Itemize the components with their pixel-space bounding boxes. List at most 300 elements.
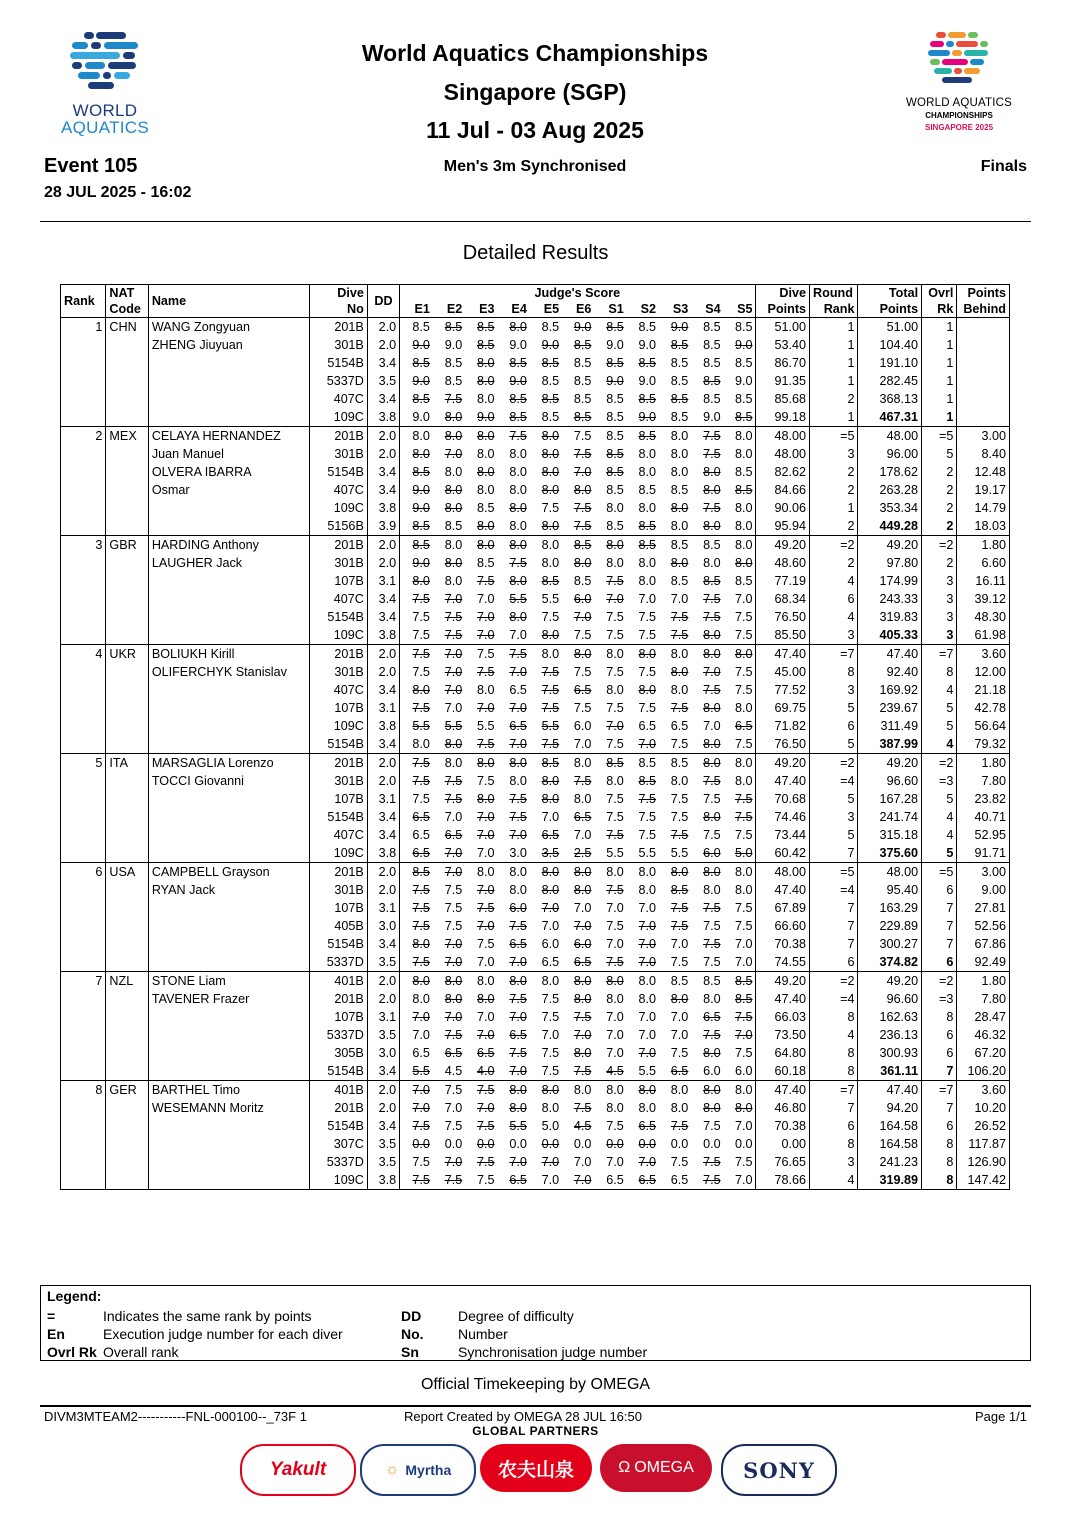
dive-points-cell: 69.75 [755, 699, 810, 717]
judge-score-cell [497, 408, 529, 427]
points-behind-cell: 3.00 [957, 427, 1010, 446]
nat-code-cell [106, 826, 148, 844]
score: 8.0 [573, 1083, 592, 1097]
rank-cell [61, 735, 106, 754]
dive-points-cell: 47.40 [755, 1081, 810, 1100]
dive-points-cell: 49.20 [755, 536, 810, 555]
discarded-score: 7.5 [670, 828, 689, 842]
discarded-score: 8.5 [638, 429, 657, 443]
overall-rank-cell: 2 [922, 481, 957, 499]
score: 8.5 [670, 374, 689, 388]
discarded-score: 7.5 [412, 592, 430, 606]
discarded-score: 8.0 [703, 628, 721, 642]
judge-score-cell [432, 372, 464, 390]
judge-score-cell [529, 645, 561, 664]
round-rank-cell: 2 [810, 390, 858, 408]
points-behind-cell: 106.20 [957, 1062, 1010, 1081]
discarded-score: 5.5 [412, 1064, 430, 1078]
score: 7.0 [638, 901, 657, 915]
score: 8.0 [509, 519, 527, 533]
judge-score-cell [464, 1153, 496, 1171]
table-row [61, 1062, 1010, 1081]
points-behind-cell: 52.95 [957, 826, 1010, 844]
discarded-score: 7.5 [573, 1064, 592, 1078]
judge-score-cell [432, 645, 464, 664]
judge-score-cell [497, 481, 529, 499]
score: 8.0 [541, 974, 560, 988]
waves-logo-icon [44, 30, 166, 100]
discarded-score: 7.0 [509, 1010, 527, 1024]
score: 7.0 [735, 1119, 753, 1133]
round-rank-cell: 2 [810, 463, 858, 481]
discarded-score: 8.5 [412, 519, 430, 533]
nat-code-cell [106, 899, 148, 917]
judge-score-cell [497, 844, 529, 863]
judge-score-cell [690, 699, 722, 717]
score: 7.5 [703, 955, 721, 969]
score: 8.0 [638, 574, 657, 588]
total-points-cell: 315.18 [858, 826, 922, 844]
points-behind-cell: 1.80 [957, 754, 1010, 773]
score: 7.5 [606, 628, 624, 642]
discarded-score: 7.5 [412, 647, 430, 661]
discarded-score: 9.0 [412, 483, 430, 497]
score: 8.0 [638, 974, 657, 988]
rank-cell [61, 372, 106, 390]
score: 7.0 [638, 1028, 657, 1042]
discarded-score: 9.0 [606, 374, 624, 388]
judge-score-cell [690, 372, 722, 390]
athlete-name-cell [148, 572, 310, 590]
dd-cell: 3.4 [367, 1117, 399, 1135]
dive-no-cell: 301B [310, 554, 368, 572]
judge-score-cell [561, 590, 593, 608]
judge-score-cell [690, 899, 722, 917]
score: 7.0 [735, 937, 753, 951]
dive-points-cell: 70.68 [755, 790, 810, 808]
judge-score-cell [464, 990, 496, 1008]
discarded-score: 7.0 [573, 465, 592, 479]
discarded-score: 8.5 [573, 338, 592, 352]
judge-score-cell [593, 372, 625, 390]
discarded-score: 7.0 [477, 828, 495, 842]
judge-score-cell [690, 408, 722, 427]
round-rank-cell: 8 [810, 1044, 858, 1062]
judge-score-cell [723, 953, 755, 972]
discarded-score: 7.5 [477, 1119, 495, 1133]
dive-points-cell: 60.18 [755, 1062, 810, 1081]
judge-score-cell [561, 318, 593, 337]
discarded-score: 6.5 [735, 719, 753, 733]
dd-cell: 3.4 [367, 481, 399, 499]
judge-score-cell [593, 917, 625, 935]
table-row [61, 408, 1010, 427]
discarded-score: 9.0 [541, 338, 560, 352]
dd-cell: 2.0 [367, 536, 399, 555]
discarded-score: 7.0 [509, 1155, 527, 1169]
rank-cell [61, 681, 106, 699]
discarded-score: 8.0 [606, 974, 624, 988]
judge-score-cell [561, 517, 593, 536]
score: 8.0 [444, 756, 463, 770]
judge-score-cell [626, 808, 658, 826]
sponsor-yakult-logo [240, 1444, 356, 1496]
overall-rank-cell: 3 [922, 626, 957, 645]
score: 4.5 [444, 1064, 463, 1078]
judge-score-cell [626, 1081, 658, 1100]
judge-score-cell [400, 881, 432, 899]
discarded-score: 7.0 [444, 683, 463, 697]
judge-score-cell [626, 354, 658, 372]
score: 8.0 [638, 865, 657, 879]
table-row [61, 663, 1010, 681]
athlete-name-cell [148, 681, 310, 699]
points-behind-cell: 14.79 [957, 499, 1010, 517]
score: 8.0 [606, 501, 624, 515]
table-row [61, 735, 1010, 754]
total-points-cell: 229.89 [858, 917, 922, 935]
judge-score-cell [464, 1008, 496, 1026]
judge-score-cell [529, 1081, 561, 1100]
score: 7.5 [606, 737, 624, 751]
judge-score-cell [529, 445, 561, 463]
discarded-score: 6.5 [444, 828, 463, 842]
judge-score-cell [593, 427, 625, 446]
discarded-score: 0.0 [638, 1137, 657, 1151]
judge-score-cell [561, 1081, 593, 1100]
dive-points-cell: 74.46 [755, 808, 810, 826]
judge-score-cell [529, 754, 561, 773]
judge-score-cell [497, 1153, 529, 1171]
score: 7.0 [638, 1010, 657, 1024]
judge-score-cell [529, 318, 561, 337]
discarded-score: 8.0 [477, 538, 495, 552]
score: 8.5 [606, 429, 624, 443]
judge-score-cell [723, 1099, 755, 1117]
score: 6.5 [509, 683, 527, 697]
nat-code-cell [106, 1008, 148, 1026]
discarded-score: 9.0 [412, 338, 430, 352]
judge-score-cell [464, 390, 496, 408]
score: 5.5 [638, 1064, 657, 1078]
judge-score-cell [626, 935, 658, 953]
dd-cell: 3.5 [367, 1026, 399, 1044]
score: 8.0 [670, 519, 689, 533]
score: 9.0 [444, 338, 463, 352]
dive-points-cell: 45.00 [755, 663, 810, 681]
rank-cell: 4 [61, 645, 106, 664]
judge-score-cell [497, 517, 529, 536]
nat-code-cell: USA [106, 863, 148, 882]
judge-score-cell [497, 1008, 529, 1026]
judge-score-cell [723, 1081, 755, 1100]
discarded-score: 4.5 [606, 1064, 624, 1078]
judge-score-cell [658, 1062, 690, 1081]
points-behind-cell: 16.11 [957, 572, 1010, 590]
judge-score-cell [723, 318, 755, 337]
judge-score-cell [497, 790, 529, 808]
dive-no-cell: 5337D [310, 953, 368, 972]
judge-score-cell [658, 318, 690, 337]
score: 7.0 [444, 701, 463, 715]
discarded-score: 8.0 [477, 374, 495, 388]
judge-score-cell [658, 1153, 690, 1171]
nat-code-cell: GBR [106, 536, 148, 555]
table-row [61, 390, 1010, 408]
judge-score-cell [464, 427, 496, 446]
judge-score-cell [432, 481, 464, 499]
discarded-score: 7.5 [735, 810, 753, 824]
round-rank-cell: 1 [810, 408, 858, 427]
discarded-score: 8.0 [444, 992, 463, 1006]
judge-score-cell [723, 1135, 755, 1153]
discarded-score: 8.0 [735, 556, 753, 570]
discarded-score: 9.0 [573, 320, 592, 334]
dive-points-cell: 76.50 [755, 735, 810, 754]
score: 8.0 [412, 429, 430, 443]
dive-no-cell: 401B [310, 1081, 368, 1100]
judge-score-cell [626, 1062, 658, 1081]
discarded-score: 7.0 [412, 1083, 430, 1097]
report-created: Report Created by OMEGA 28 JUL 16:50 [404, 1409, 642, 1424]
points-behind-cell: 18.03 [957, 517, 1010, 536]
discarded-score: 7.5 [541, 665, 560, 679]
score: 8.5 [444, 374, 463, 388]
judge-score-cell [593, 517, 625, 536]
judge-score-cell [400, 1044, 432, 1062]
score: 8.0 [477, 392, 495, 406]
judge-score-cell [432, 808, 464, 826]
discarded-score: 6.5 [509, 719, 527, 733]
discarded-score: 5.5 [444, 719, 463, 733]
judge-score-cell [561, 699, 593, 717]
judge-score-cell [658, 1081, 690, 1100]
judge-score-cell [561, 336, 593, 354]
judge-score-cell [400, 935, 432, 953]
dd-cell: 3.4 [367, 608, 399, 626]
judge-score-cell [432, 681, 464, 699]
discarded-score: 7.0 [412, 1010, 430, 1024]
judge-score-cell [497, 1062, 529, 1081]
judge-score-cell [561, 1117, 593, 1135]
score: 8.5 [606, 483, 624, 497]
judge-score-cell [497, 1099, 529, 1117]
score: 7.0 [735, 1173, 753, 1187]
judge-score-cell [497, 1171, 529, 1190]
judge-score-cell [626, 953, 658, 972]
dive-no-cell: 301B [310, 663, 368, 681]
points-behind-cell: 39.12 [957, 590, 1010, 608]
discarded-score: 8.5 [509, 410, 527, 424]
document-title: Detailed Results [462, 242, 609, 264]
judge-score-cell [400, 554, 432, 572]
judge-score-cell [593, 318, 625, 337]
judge-score-cell [626, 626, 658, 645]
overall-rank-cell: 2 [922, 499, 957, 517]
judge-score-cell [464, 1081, 496, 1100]
judge-score-cell [626, 572, 658, 590]
points-behind-cell: 27.81 [957, 899, 1010, 917]
discarded-score: 7.5 [573, 774, 592, 788]
discarded-score: 5.5 [412, 719, 430, 733]
discarded-score: 8.0 [703, 1101, 721, 1115]
discarded-score: 7.5 [541, 683, 560, 697]
points-behind-cell: 46.32 [957, 1026, 1010, 1044]
score: 7.5 [541, 1010, 560, 1024]
judge-score-cell [497, 1044, 529, 1062]
nat-code-cell [106, 626, 148, 645]
judge-score-cell [432, 935, 464, 953]
dd-cell: 2.0 [367, 863, 399, 882]
discarded-score: 7.0 [638, 1046, 657, 1060]
discarded-score: 7.5 [703, 1028, 721, 1042]
table-row [61, 572, 1010, 590]
round-rank-cell: 1 [810, 336, 858, 354]
judge-score-cell [464, 1026, 496, 1044]
discarded-score: 8.5 [670, 883, 689, 897]
judge-score-cell [626, 1117, 658, 1135]
total-points-cell: 368.13 [858, 390, 922, 408]
discarded-score: 0.0 [541, 1137, 560, 1151]
judge-score-cell [464, 1117, 496, 1135]
rank-cell [61, 1044, 106, 1062]
judge-score-cell [561, 572, 593, 590]
round-rank-cell: 4 [810, 1171, 858, 1190]
dd-cell: 3.8 [367, 408, 399, 427]
table-row [61, 481, 1010, 499]
discarded-score: 7.5 [444, 792, 463, 806]
judge-score-cell [400, 735, 432, 754]
round-rank-cell: 7 [810, 935, 858, 953]
judge-score-cell [432, 699, 464, 717]
table-row [61, 499, 1010, 517]
overall-rank-cell: 4 [922, 681, 957, 699]
discarded-score: 7.5 [703, 447, 721, 461]
nat-code-cell [106, 663, 148, 681]
championships-logo [886, 30, 1032, 140]
nat-code-cell [106, 735, 148, 754]
table-row [61, 863, 1010, 882]
discarded-score: 8.0 [638, 683, 657, 697]
points-behind-cell: 26.52 [957, 1117, 1010, 1135]
round-rank-cell: 2 [810, 554, 858, 572]
discarded-score: 8.0 [412, 937, 430, 951]
judge-score-cell [464, 536, 496, 555]
judge-score-cell [593, 590, 625, 608]
judge-score-cell [561, 408, 593, 427]
judge-score-cell [593, 1171, 625, 1190]
legend-key: = [47, 1308, 56, 1324]
score: 6.5 [606, 1173, 624, 1187]
dive-points-cell: 60.42 [755, 844, 810, 863]
total-points-cell: 49.20 [858, 754, 922, 773]
judge-score-cell [626, 754, 658, 773]
discarded-score: 7.0 [606, 592, 624, 606]
discarded-score: 8.0 [703, 465, 721, 479]
rank-cell [61, 899, 106, 917]
discarded-score: 8.5 [444, 320, 463, 334]
score: 8.5 [703, 356, 721, 370]
judge-score-cell [626, 427, 658, 446]
athlete-name-cell [148, 517, 310, 536]
score: 8.0 [735, 538, 753, 552]
table-row [61, 645, 1010, 664]
score: 7.5 [735, 1155, 753, 1169]
score: 7.5 [670, 955, 689, 969]
judge-score-cell [593, 1062, 625, 1081]
discarded-score: 8.5 [541, 756, 560, 770]
score: 8.5 [638, 756, 657, 770]
judge-score-cell [497, 608, 529, 626]
discarded-score: 7.0 [444, 447, 463, 461]
discarded-score: 8.0 [541, 447, 560, 461]
discarded-score: 8.0 [444, 501, 463, 515]
discarded-score: 7.5 [477, 901, 495, 915]
score: 8.0 [444, 574, 463, 588]
score: 7.5 [703, 792, 721, 806]
judge-score-cell [561, 917, 593, 935]
judge-score-cell [690, 390, 722, 408]
judge-score-cell [658, 663, 690, 681]
athlete-name-cell [148, 1008, 310, 1026]
total-points-cell: 243.33 [858, 590, 922, 608]
discarded-score: 6.5 [509, 937, 527, 951]
discarded-score: 8.0 [606, 538, 624, 552]
dd-cell: 3.4 [367, 463, 399, 481]
discarded-score: 8.0 [412, 974, 430, 988]
judge-score-cell [529, 735, 561, 754]
score: 7.0 [573, 737, 592, 751]
round-rank-cell: 1 [810, 354, 858, 372]
dive-points-cell: 85.68 [755, 390, 810, 408]
dive-no-cell: 401B [310, 972, 368, 991]
discarded-score: 8.0 [541, 519, 560, 533]
score: 8.5 [638, 483, 657, 497]
dive-points-cell: 95.94 [755, 517, 810, 536]
judge-score-cell [497, 590, 529, 608]
discarded-score: 8.0 [477, 356, 495, 370]
judge-score-cell [593, 390, 625, 408]
discarded-score: 7.0 [444, 592, 463, 606]
score: 7.5 [638, 665, 657, 679]
score: 8.0 [606, 556, 624, 570]
judge-score-cell [400, 790, 432, 808]
judge-score-cell [464, 481, 496, 499]
nat-code-cell [106, 463, 148, 481]
legend-value: Number [458, 1326, 508, 1342]
discarded-score: 8.0 [509, 756, 527, 770]
rank-cell [61, 1135, 106, 1153]
overall-rank-cell: 5 [922, 717, 957, 735]
judge-score-cell [593, 717, 625, 735]
judge-score-cell [723, 772, 755, 790]
judge-score-cell [593, 663, 625, 681]
judge-score-cell [690, 1062, 722, 1081]
judge-score-cell [432, 1153, 464, 1171]
score: 8.0 [670, 1083, 689, 1097]
score: 8.0 [509, 883, 527, 897]
rank-cell: 7 [61, 972, 106, 991]
judge-score-cell [464, 1099, 496, 1117]
discarded-score: 0.0 [477, 1137, 495, 1151]
discarded-score: 8.5 [703, 374, 721, 388]
col-judge-score: Judge's Score [400, 285, 755, 302]
judge-score-cell [561, 445, 593, 463]
discarded-score: 7.5 [444, 1028, 463, 1042]
judge-score-cell [690, 554, 722, 572]
round-rank-cell: =4 [810, 881, 858, 899]
dd-cell: 3.8 [367, 626, 399, 645]
